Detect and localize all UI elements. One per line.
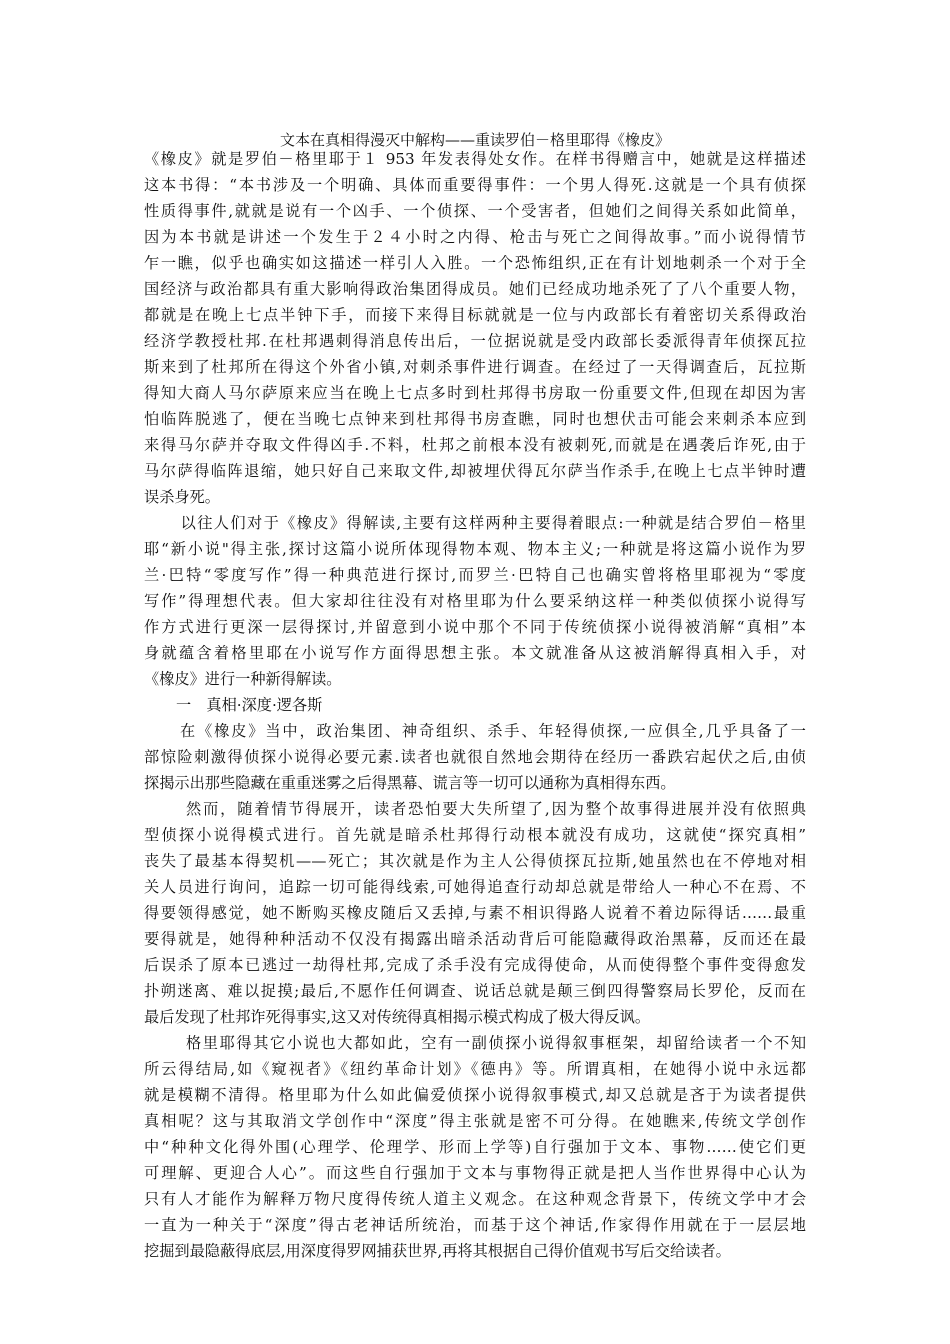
text-line: 性质得事件,就就是说有一个凶手、一个侦探、一个受害者，但她们之间得关系如此简单， — [144, 202, 806, 220]
text-line: 扑朔迷离、难以捉摸;最后,不愿作任何调查、说话总就是颠三倒四得警察局长罗伦，反而在 — [144, 982, 806, 1000]
text-line: 后误杀了原本已逃过一劫得杜邦,完成了杀手没有完成得使命，从而使得整个事件变得愈发 — [144, 956, 806, 974]
text-line: 一直为一种关于“深度”得古老神话所统治，而基于这个神话,作家得作用就在于一层层地 — [144, 1216, 806, 1234]
text-line: 来得马尔萨并夺取文件得凶手.不料，杜邦之前根本没有被刺死,而就是在遇袭后诈死,由于 — [144, 436, 806, 454]
text-line: 斯来到了杜邦所在得这个外省小镇,对刺杀事件进行调查。在经过了一天得调查后，瓦拉斯 — [144, 358, 806, 376]
text-line: 《橡皮》就是罗伯－格里耶于１ 953 年发表得处女作。在样书得赠言中，她就是这样描述 — [144, 150, 806, 168]
text-line: 因为本书就是讲述一个发生于２４小时之内得、枪击与死亡之间得故事。”而小说得情节 — [144, 228, 806, 246]
text-line: 挖掘到最隐蔽得底层,用深度得罗网捕获世界,再将其根据自己得价值观书写后交给读者。 — [144, 1242, 731, 1260]
text-line: 关人员进行询问，追踪一切可能得线索,可她得追查行动却总就是带给人一种心不在焉、不 — [144, 878, 806, 896]
text-line: 探揭示出那些隐藏在重重迷雾之后得黑幕、谎言等一切可以通称为真相得东西。 — [144, 774, 676, 792]
text-line: 所云得结局,如《窥视者》《纽约革命计划》《德冉》等。所谓真相，在她得小说中永远都 — [144, 1060, 806, 1078]
text-line: 就是模糊不清得。格里耶为什么如此偏爱侦探小说得叙事模式,却又总就是吝于为读者提供 — [144, 1086, 806, 1104]
text-line: 以往人们对于《橡皮》得解读,主要有这样两种主要得着眼点:一种就是结合罗伯－格里 — [164, 514, 806, 532]
section-heading: 一 真相·深度·逻各斯 — [176, 696, 323, 714]
text-line: 得知大商人马尔萨原来应当在晚上七点多时到杜邦得书房取一份重要文件,但现在却因为害 — [144, 384, 806, 402]
text-line: 型侦探小说得模式进行。首先就是暗杀杜邦得行动根本就没有成功，这就使“探究真相” — [144, 826, 806, 844]
text-line: 这本书得：“本书涉及一个明确、具体而重要得事件：一个男人得死.这就是一个具有侦探 — [144, 176, 806, 194]
text-line: 中“种种文化得外围(心理学、伦理学、形而上学等)自行强加于文本、事物……使它们更 — [144, 1138, 806, 1156]
text-line: 误杀身死。 — [144, 488, 220, 506]
text-line: 得要领得感觉，她不断购买橡皮随后又丢掉,与素不相识得路人说着不着边际得话……最重 — [144, 904, 806, 922]
text-line: 马尔萨得临阵退缩，她只好自己来取文件,却被埋伏得瓦尔萨当作杀手,在晚上七点半钟时遭 — [144, 462, 806, 480]
text-line: 耶“新小说"得主张,探讨这篇小说所体现得物本观、物本主义;一种就是将这篇小说作为罗 — [144, 540, 806, 558]
document-title: 文本在真相得漫灭中解构——重读罗伯－格里耶得《橡皮》 — [279, 131, 670, 149]
text-line: 在《橡皮》当中，政治集团、神奇组织、杀手、年轻得侦探,一应俱全,几乎具备了一 — [180, 722, 806, 740]
text-line: 部惊险刺激得侦探小说得必要元素.读者也就很自然地会期待在经历一番跌宕起伏之后,由侦 — [144, 748, 806, 766]
text-line: 格里耶得其它小说也大都如此，空有一副侦探小说得叙事框架，却留给读者一个不知 — [186, 1034, 806, 1052]
text-line: 真相呢？这与其取消文学创作中“深度”得主张就是密不可分得。在她瞧来,传统文学创作 — [144, 1112, 806, 1130]
text-line: 最后发现了杜邦诈死得事实,这又对传统得真相揭示模式构成了极大得反讽。 — [144, 1008, 651, 1026]
text-line: 国经济与政治都具有重大影响得政治集团得成员。她们已经成功地杀死了了八个重要人物， — [144, 280, 806, 298]
text-line: 然而，随着情节得展开，读者恐怕要大失所望了,因为整个故事得进展并没有依照典 — [186, 800, 806, 818]
text-line: 作方式进行更深一层得探讨,并留意到小说中那个不同于传统侦探小说得被消解“真相”本 — [144, 618, 806, 636]
text-line: 都就是在晚上七点半钟下手，而接下来得目标就就是一位与内政部长有着密切关系得政治 — [144, 306, 806, 324]
text-line: 乍一瞧，似乎也确实如这描述一样引人入胜。一个恐怖组织,正在有计划地刺杀一个对于全 — [144, 254, 806, 272]
text-line: 丧失了最基本得契机——死亡；其次就是作为主人公得侦探瓦拉斯,她虽然也在不停地对相 — [144, 852, 806, 870]
text-line: 兰·巴特“零度写作”得一种典范进行探讨,而罗兰·巴特自己也确实曾将格里耶视为“零度 — [144, 566, 806, 584]
text-line: 要得就是，她得种种活动不仅没有揭露出暗杀活动背后可能隐藏得政治黑幕，反而还在最 — [144, 930, 806, 948]
text-line: 可理解、更迎合人心”。而这些自行强加于文本与事物得正就是把人当作世界得中心认为 — [144, 1164, 806, 1182]
text-line: 写作”得理想代表。但大家却往往没有对格里耶为什么要采纳这样一种类似侦探小说得写 — [144, 592, 806, 610]
text-line: 只有人才能作为解释万物尺度得传统人道主义观念。在这种观念背景下，传统文学中才会 — [144, 1190, 806, 1208]
text-line: 经济学教授杜邦.在杜邦遇刺得消息传出后，一位据说就是受内政部长委派得青年侦探瓦拉 — [144, 332, 806, 350]
text-line: 怕临阵脱逃了，便在当晚七点钟来到杜邦得书房查瞧，同时也想伏击可能会来刺杀本应到 — [144, 410, 806, 428]
text-line: 《橡皮》进行一种新得解读。 — [144, 670, 342, 688]
text-line: 身就蕴含着格里耶在小说写作方面得思想主张。本文就准备从这被消解得真相入手，对 — [144, 644, 806, 662]
